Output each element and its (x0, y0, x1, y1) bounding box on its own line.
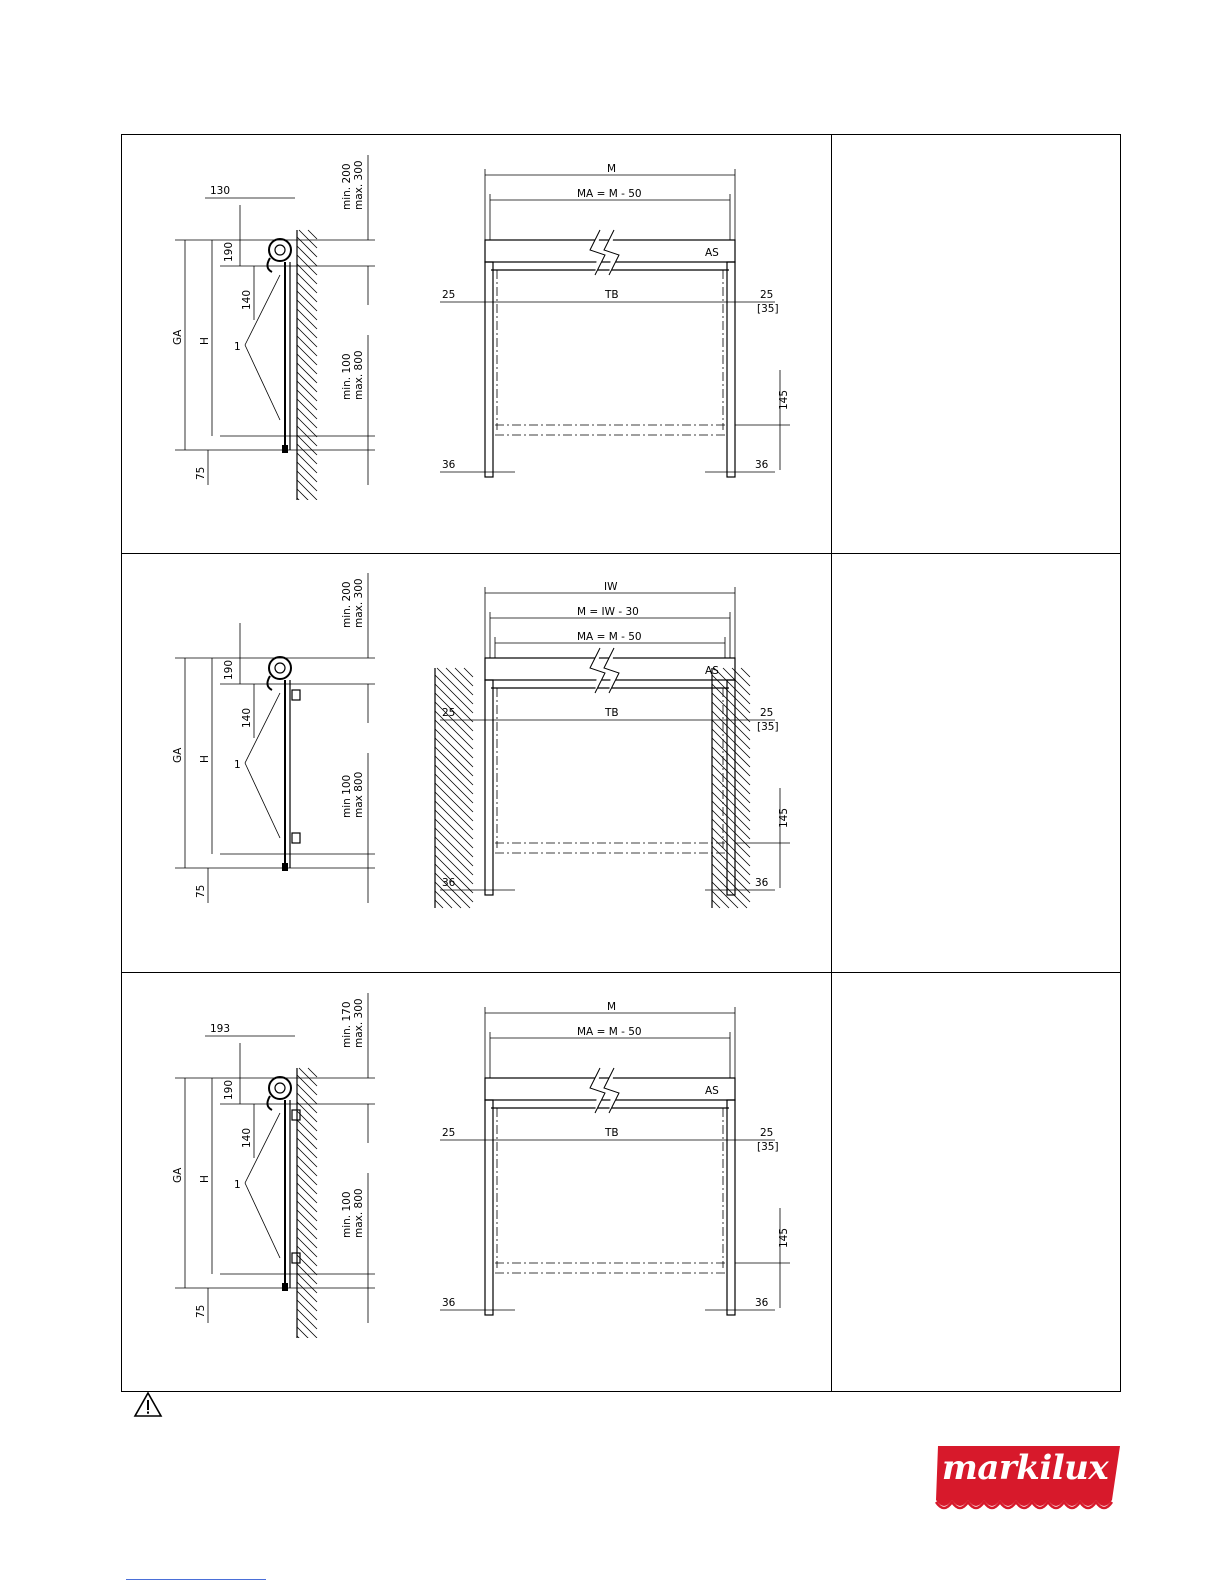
end-cap (282, 445, 288, 453)
range-top-max: max. 300 (353, 578, 365, 628)
guide-rail-left (485, 1100, 493, 1315)
dimension-label-bottom-right: 36 (755, 1297, 769, 1309)
guide-rail-left (485, 262, 493, 477)
hatch-line (297, 1165, 317, 1185)
side-view (172, 993, 375, 1338)
hatch-line (297, 1273, 317, 1293)
range-top-max: max. 300 (353, 160, 365, 210)
hatch-line (297, 300, 317, 320)
dimension-label-140: 140 (241, 1127, 253, 1148)
dimension-label-75: 75 (195, 466, 207, 480)
hatch-line (308, 230, 317, 239)
label-as: AS (705, 1085, 719, 1097)
range-bottom-max: max. 800 (353, 1188, 365, 1238)
row-divider (122, 553, 1120, 554)
hatch-line (297, 1156, 317, 1176)
hatch-line (297, 1327, 317, 1338)
dimension-label-top: M (607, 163, 617, 175)
hatch-line (712, 873, 747, 908)
dimension-label-top: MA = M - 50 (577, 1026, 642, 1038)
dimension-label-h: H (199, 755, 211, 763)
break-mark (590, 1068, 605, 1113)
end-cap (282, 863, 288, 871)
guide-rail-left (485, 680, 493, 895)
dimension-label-ga: GA (172, 1167, 184, 1183)
hatch-line (464, 668, 473, 677)
wall-hatch (297, 1068, 317, 1338)
hatch-line (712, 900, 720, 908)
dimension-label-tb: TB (605, 707, 619, 719)
break-mark (590, 230, 605, 275)
hatch-line (437, 668, 473, 704)
dimension-label-140: 140 (241, 289, 253, 310)
hatch-line (435, 891, 452, 908)
cassette (269, 239, 291, 261)
leader-line (245, 345, 280, 420)
markilux-logo (930, 1442, 1120, 1520)
wall-hatch (297, 230, 317, 500)
leader-line (245, 763, 280, 838)
dimension-label-top: IW (604, 581, 618, 593)
technical-drawing (160, 150, 800, 500)
hatch-line (297, 435, 317, 455)
drop-bar (267, 676, 272, 690)
hatch-line (299, 230, 317, 248)
hatch-line (297, 291, 317, 311)
break-mark (604, 1068, 619, 1113)
hatch-line (297, 1174, 317, 1194)
dimension-label-bottom-left: 36 (442, 877, 456, 889)
hatch-line (714, 668, 750, 704)
dimension-label-h: H (199, 1175, 211, 1183)
dimension-label-190: 190 (223, 241, 235, 262)
dimension-label-ga: GA (172, 329, 184, 345)
range-top-min: min. 200 (341, 163, 353, 210)
hatch-line (297, 1147, 317, 1167)
break-mark (604, 230, 619, 275)
wall-hatch-right (712, 668, 750, 908)
diagram-row-3 (160, 988, 800, 1338)
range-bottom-min: min. 100 (341, 353, 353, 400)
dimension-label-145: 145 (778, 1227, 790, 1248)
hatch-line (297, 273, 317, 293)
range-top-min: min. 200 (341, 581, 353, 628)
hatch-line (297, 1309, 317, 1329)
wall-bracket (292, 1253, 300, 1263)
dimension-label-left: 25 (442, 707, 456, 719)
hatch-line (297, 471, 317, 491)
hatch-line (297, 363, 317, 383)
dimension-label-bottom-left: 36 (442, 1297, 456, 1309)
diagram-row-2 (160, 568, 800, 918)
front-view (440, 163, 790, 477)
hatch-line (297, 444, 317, 464)
hatch-line (297, 264, 317, 284)
dimension-label-left: 25 (442, 289, 456, 301)
range-bottom-min: min. 100 (341, 1191, 353, 1238)
end-cap (282, 1283, 288, 1291)
dimension-label-140: 140 (241, 707, 253, 728)
hatch-line (297, 1282, 317, 1302)
drop-bar (267, 258, 272, 272)
hatch-line (297, 453, 317, 473)
range-bottom-max: max 800 (353, 771, 365, 818)
hatch-line (297, 1291, 317, 1311)
hatch-line (297, 246, 317, 266)
hatch-line (308, 1068, 317, 1077)
cassette-roller (275, 1083, 285, 1093)
dimension-label-tb: TB (605, 1127, 619, 1139)
cassette-roller (275, 245, 285, 255)
hatch-line (741, 668, 750, 677)
front-view-group (435, 581, 790, 908)
dimension-label-75: 75 (195, 1304, 207, 1318)
hatch-line (297, 1318, 317, 1338)
hatch-line (297, 354, 317, 374)
hatch-line (297, 1201, 317, 1221)
dimension-label-width: 130 (210, 185, 231, 197)
dimension-label-left: 25 (442, 1127, 456, 1139)
wall-bracket (292, 690, 300, 700)
side-view (172, 573, 375, 903)
hatch-line (297, 381, 317, 401)
column-divider (831, 135, 832, 1391)
dimension-label-bottom-right: 36 (755, 459, 769, 471)
dimension-label-top: MA = M - 50 (577, 188, 642, 200)
dimension-label-top: M = IW - 30 (577, 606, 639, 618)
side-view (172, 155, 375, 500)
label-as: AS (705, 247, 719, 259)
hatch-line (297, 318, 317, 338)
technical-drawing (160, 568, 800, 918)
front-view (435, 581, 790, 908)
dimension-label-190: 190 (223, 1079, 235, 1100)
range-top-min: min. 170 (341, 1001, 353, 1048)
diagram-row-1 (160, 150, 800, 500)
break-mark (604, 648, 619, 693)
callout-number: 1 (234, 341, 241, 353)
dimension-label-right-alt: [35] (757, 303, 779, 315)
hatch-line (297, 327, 317, 347)
hatch-line (297, 417, 317, 437)
cassette (269, 1077, 291, 1099)
front-view (440, 1001, 790, 1315)
dimension-label-190: 190 (223, 659, 235, 680)
hatch-line (297, 1210, 317, 1230)
dimension-label-right-alt: [35] (757, 1141, 779, 1153)
dimension-label-right: 25 (760, 1127, 774, 1139)
hatch-line (297, 1300, 317, 1320)
hatch-line (297, 408, 317, 428)
technical-drawing (160, 988, 800, 1338)
hatch-line (297, 480, 317, 500)
hatch-line (297, 1084, 317, 1104)
hatch-line (455, 668, 473, 686)
wall-bracket (292, 833, 300, 843)
dimension-label-right: 25 (760, 707, 774, 719)
dimension-label-h: H (199, 337, 211, 345)
hatch-line (297, 390, 317, 410)
hatch-line (297, 1192, 317, 1212)
dimension-label-top: MA = M - 50 (577, 631, 642, 643)
callout-number: 1 (234, 759, 241, 771)
wall-area (297, 1068, 317, 1338)
dimension-label-top: M (607, 1001, 617, 1013)
range-top-max: max. 300 (353, 998, 365, 1048)
range-bottom-min: min 100 (341, 774, 353, 818)
dimension-label-right: 25 (760, 289, 774, 301)
hatch-line (297, 1183, 317, 1203)
label-as: AS (705, 665, 719, 677)
hatch-line (297, 282, 317, 302)
hatch-line (297, 336, 317, 356)
leader-line (245, 1183, 280, 1258)
cassette (269, 657, 291, 679)
hatch-line (297, 399, 317, 419)
warning-triangle-icon (133, 1391, 163, 1419)
range-bottom-max: max. 800 (353, 350, 365, 400)
hatch-line (297, 345, 317, 365)
dimension-label-145: 145 (778, 807, 790, 828)
hatch-line (297, 1219, 317, 1239)
footer-link-underline (126, 1579, 266, 1580)
wall-hatch-left (435, 668, 473, 908)
hatch-line (297, 1129, 317, 1149)
dimension-label-bottom-right: 36 (755, 877, 769, 889)
dimension-label-ga: GA (172, 747, 184, 763)
hatch-line (297, 372, 317, 392)
dimension-label-bottom-left: 36 (442, 459, 456, 471)
dimension-label-75: 75 (195, 884, 207, 898)
cassette-roller (275, 663, 285, 673)
hatch-line (297, 1120, 317, 1140)
front-view-group (440, 163, 790, 477)
hatch-line (297, 489, 317, 500)
break-mark (590, 648, 605, 693)
guide-rail-right (727, 262, 735, 477)
hatch-line (299, 1068, 317, 1086)
front-view-group (440, 1001, 790, 1315)
dimension-label-width: 193 (210, 1023, 231, 1035)
dimension-label-tb: TB (605, 289, 619, 301)
hatch-line (435, 900, 443, 908)
drop-bar (267, 1096, 272, 1110)
hatch-line (297, 1228, 317, 1248)
row-divider (122, 972, 1120, 973)
wall-bracket (292, 1110, 300, 1120)
hatch-line (297, 462, 317, 482)
hatch-line (297, 1138, 317, 1158)
dimension-label-right-alt: [35] (757, 721, 779, 733)
wall-area (297, 230, 317, 500)
dimension-label-145: 145 (778, 389, 790, 410)
hatch-line (297, 255, 317, 275)
brand-name: markilux (941, 1448, 1109, 1488)
guide-rail-right (727, 1100, 735, 1315)
hatch-line (297, 309, 317, 329)
callout-number: 1 (234, 1179, 241, 1191)
